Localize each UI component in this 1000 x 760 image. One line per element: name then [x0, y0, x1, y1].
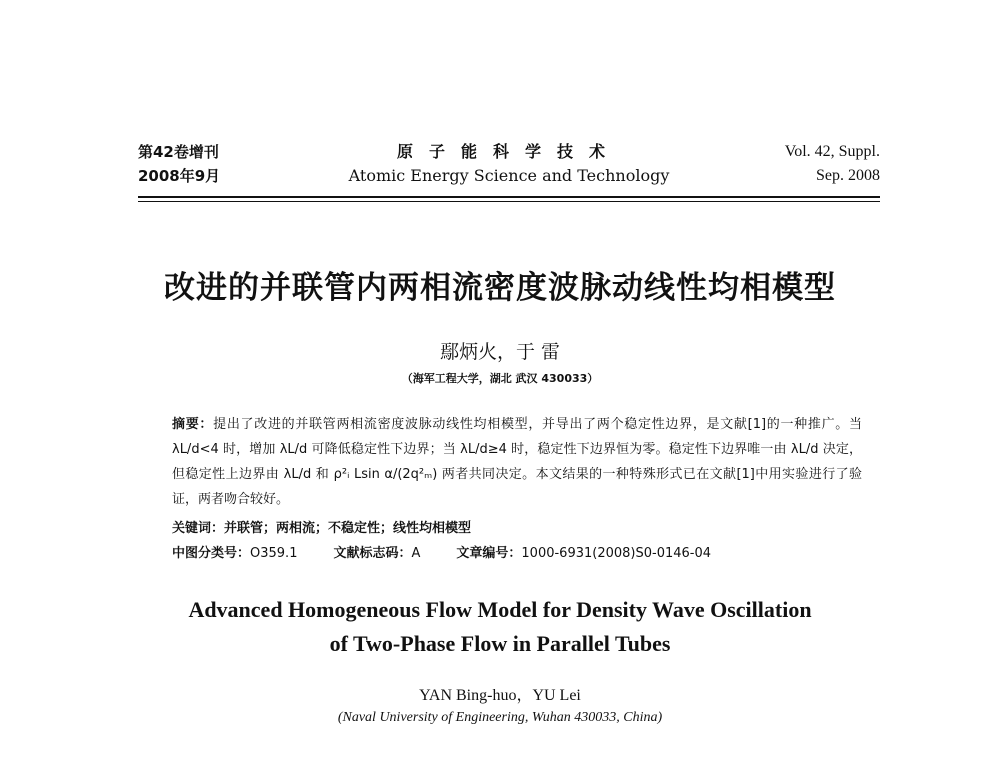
date-cn: 2008年9月 [138, 167, 221, 185]
authors-en: YAN Bing-huo，YU Lei [419, 687, 581, 704]
doc-code-label: 文献标志码： [333, 546, 412, 561]
keywords-label: 关键词： [172, 521, 225, 536]
paper-title-cn: 改进的并联管内两相流密度波脉动线性均相模型 [164, 270, 836, 306]
keywords [172, 516, 471, 541]
volume-cn: 第42卷增刊 [138, 143, 219, 161]
paper-title-en [0, 593, 1000, 661]
header-rule-thick [138, 196, 880, 198]
date-en: Sep. 2008 [816, 167, 880, 184]
volume-en: Vol. 42, Suppl. [784, 143, 880, 160]
abstract-text: 提出了改进的并联管两相流密度波脉动线性均相模型，并导出了两个稳定性边界，是文献[1]的一种推广。当 λL/d<4 时，增加 λL/d 可降低稳定性下边界；当 λL/d≥4 时，稳定性下边界恒为零。稳定性下边界唯一由 λL/d 决定，但稳定性上边界由 λL/d 和 ρ²ᵢ Lsin α/(2q²ₘ) 两者共同决定。本文结果的一种特殊形式已在文献[1]中用实验进行了验证，两者吻合较好。 [172, 417, 862, 507]
paper-title-en-line2: of Two-Phase Flow in Parallel Tubes [329, 631, 671, 656]
keywords-text: 并联管；两相流；不稳定性；线性均相模型 [224, 521, 472, 536]
affiliation-en: (Naval University of Engineering, Wuhan 430033, China) [337, 710, 663, 725]
affiliation-cn: （海军工程大学，湖北 武汉 430033） [401, 372, 599, 385]
journal-header [138, 140, 880, 188]
doc-code-value: A [411, 546, 421, 561]
journal-name-en: Atomic Energy Science and Technology [348, 166, 670, 185]
header-right [785, 140, 880, 188]
journal-name-cn: 原子能科学技术 [396, 142, 621, 161]
clc-value: O359.1 [250, 546, 298, 561]
clc-label: 中图分类号： [172, 546, 251, 561]
header-center [138, 140, 880, 188]
classification-line [172, 541, 872, 566]
authors-cn: 鄢炳火，于 雷 [439, 341, 561, 363]
article-number-value: 1000-6931(2008)S0-0146-04 [521, 546, 712, 561]
abstract-label: 摘要： [172, 417, 214, 432]
abstract [172, 412, 862, 512]
article-number-label: 文章编号： [456, 546, 522, 561]
header-rule-thin [138, 201, 880, 202]
paper-title-en-line1: Advanced Homogeneous Flow Model for Density Wave Oscillation [188, 597, 812, 622]
